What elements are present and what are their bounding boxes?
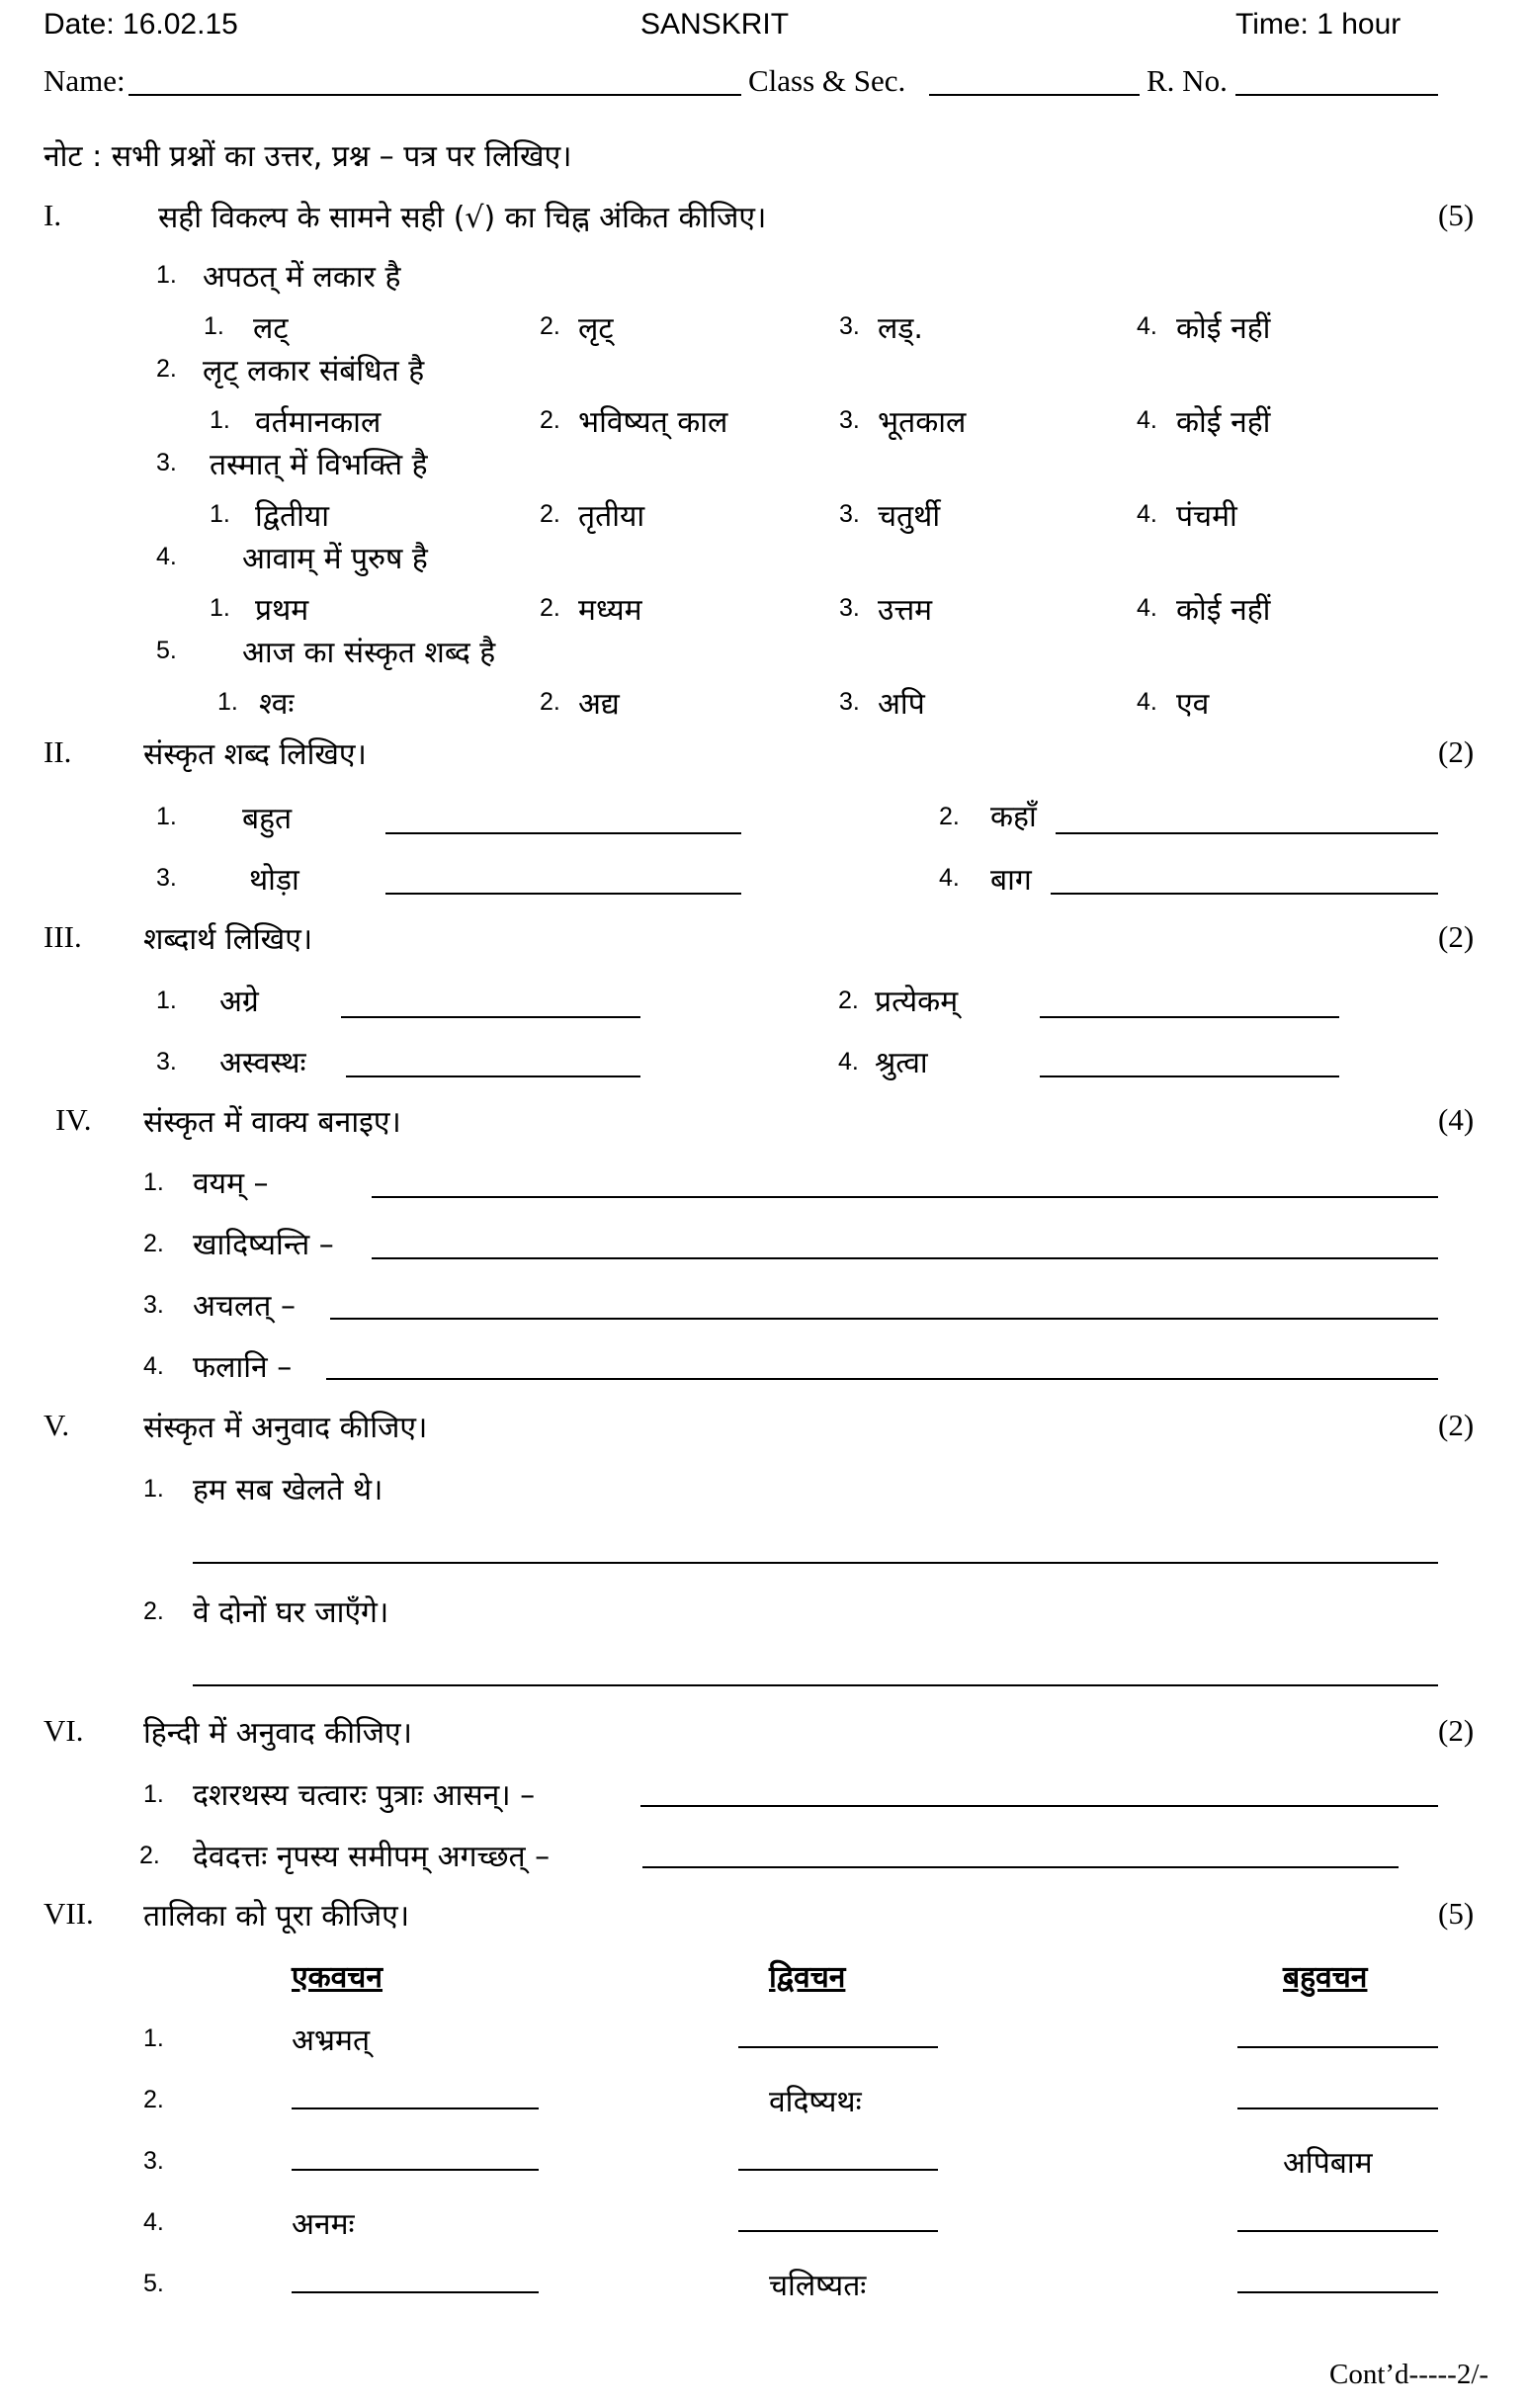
q6-item-sentence: देवदत्तः नृपस्य समीपम् अगच्छत् –: [193, 1840, 551, 1874]
table-answer-line[interactable]: [292, 2169, 539, 2171]
q1-option[interactable]: एव: [1176, 687, 1210, 722]
table-cell-word: अनमः: [292, 2207, 355, 2242]
q1-option-number: 1.: [217, 688, 238, 716]
answer-line[interactable]: [193, 1684, 1438, 1686]
q1-item-question: आज का संस्कृत शब्द है: [242, 636, 496, 670]
q1-option[interactable]: चतुर्थी: [878, 499, 941, 534]
note-text: नोट : सभी प्रश्नों का उत्तर, प्रश्न – पत्र पर लिखिए।: [43, 139, 572, 174]
q1-title: सही विकल्प के सामने सही (√) का चिह्न अंकित कीजिए।: [158, 201, 767, 235]
answer-line[interactable]: [385, 832, 741, 834]
q2-item-number: 1.: [156, 803, 177, 830]
q4-item-number: 2.: [143, 1230, 164, 1257]
q1-item-number: 3.: [156, 449, 177, 476]
q1-option[interactable]: द्वितीया: [255, 499, 330, 534]
q1-option[interactable]: मध्यम: [578, 593, 642, 628]
q6-item-number: 2.: [139, 1842, 160, 1869]
q1-option-number: 4.: [1137, 500, 1157, 528]
answer-line[interactable]: [326, 1378, 1438, 1380]
q1-option-number: 2.: [540, 594, 560, 622]
q5-title: संस्कृत में अनुवाद कीजिए।: [143, 1411, 428, 1445]
q1-option[interactable]: भविष्यत् काल: [578, 405, 728, 440]
answer-line[interactable]: [372, 1196, 1438, 1198]
table-row-number: 1.: [143, 2024, 164, 2052]
q1-option-number: 3.: [839, 594, 860, 622]
table-cell-word: वदिष्यथः: [769, 2085, 862, 2119]
name-field[interactable]: [128, 94, 741, 96]
q1-option-number: 3.: [839, 406, 860, 434]
q1-option[interactable]: कोई नहीं: [1176, 405, 1271, 440]
q3-item-number: 4.: [838, 1048, 859, 1075]
q1-option-number: 4.: [1137, 312, 1157, 340]
table-row-number: 3.: [143, 2147, 164, 2175]
q1-option-number: 4.: [1137, 406, 1157, 434]
q1-option[interactable]: प्रथम: [255, 593, 309, 628]
q1-option-number: 4.: [1137, 594, 1157, 622]
q1-marks: (5): [1438, 198, 1475, 232]
q3-item-word: अग्रे: [219, 985, 259, 1019]
q5-item-sentence: वे दोनों घर जाएँगे।: [193, 1595, 389, 1630]
q1-option-number: 3.: [839, 500, 860, 528]
table-cell-word: अभ्रमत्: [292, 2023, 371, 2058]
q1-item-number: 1.: [156, 261, 177, 289]
q1-option-number: 2.: [540, 688, 560, 716]
answer-line[interactable]: [1040, 1075, 1339, 1077]
q2-item-number: 3.: [156, 864, 177, 892]
subject-title: SANSKRIT: [640, 8, 790, 41]
q2-number: II.: [43, 734, 72, 769]
q4-item-word: फलानि –: [193, 1350, 293, 1385]
table-header-dual: द्विवचन: [769, 1960, 846, 1995]
q1-option-number: 2.: [540, 500, 560, 528]
q2-title: संस्कृत शब्द लिखिए।: [143, 737, 367, 772]
table-row-number: 5.: [143, 2270, 164, 2297]
q2-item-word: थोड़ा: [249, 863, 299, 898]
q1-option-number: 3.: [839, 688, 860, 716]
answer-line[interactable]: [341, 1016, 640, 1018]
q4-marks: (4): [1438, 1102, 1475, 1137]
q1-option[interactable]: लड्.: [878, 311, 923, 346]
q1-item-number: 2.: [156, 355, 177, 383]
q2-item-number: 4.: [939, 864, 960, 892]
q3-item-number: 1.: [156, 987, 177, 1014]
q1-option[interactable]: पंचमी: [1176, 499, 1237, 534]
q4-item-word: वयम् –: [193, 1166, 269, 1201]
q1-item-number: 5.: [156, 637, 177, 664]
name-label: Name:: [43, 63, 126, 98]
q1-option[interactable]: तृतीया: [578, 499, 645, 534]
q2-item-word: बाग: [990, 863, 1032, 898]
table-answer-line[interactable]: [292, 2107, 539, 2109]
q1-option-number: 1.: [210, 406, 230, 434]
time-label: Time: 1 hour: [1235, 8, 1402, 41]
q3-item-word: श्रुत्वा: [875, 1046, 928, 1080]
q1-option[interactable]: कोई नहीं: [1176, 311, 1271, 346]
q7-number: VII.: [43, 1896, 94, 1931]
q7-title: तालिका को पूरा कीजिए।: [143, 1899, 410, 1934]
q4-item-number: 4.: [143, 1352, 164, 1380]
q1-option[interactable]: लट्: [253, 311, 289, 346]
table-cell-word: अपिबाम: [1283, 2146, 1373, 2181]
table-row-number: 4.: [143, 2208, 164, 2236]
q4-item-number: 3.: [143, 1291, 164, 1319]
class-field[interactable]: [929, 94, 1140, 96]
answer-line[interactable]: [1040, 1016, 1339, 1018]
q6-item-number: 1.: [143, 1780, 164, 1808]
answer-line[interactable]: [1051, 893, 1438, 895]
q1-item-question: अपठत् में लकार है: [203, 260, 401, 295]
q1-option[interactable]: उत्तम: [878, 593, 933, 628]
q2-item-number: 2.: [939, 803, 960, 830]
q1-option[interactable]: अद्य: [578, 687, 620, 722]
q5-marks: (2): [1438, 1408, 1475, 1442]
answer-line[interactable]: [642, 1866, 1399, 1868]
answer-line[interactable]: [385, 893, 741, 895]
q4-item-word: खादिष्यन्ति –: [193, 1228, 334, 1262]
roll-label: R. No.: [1147, 63, 1228, 98]
q1-option[interactable]: लृट्: [578, 311, 614, 346]
q1-option[interactable]: कोई नहीं: [1176, 593, 1271, 628]
q4-item-number: 1.: [143, 1168, 164, 1196]
table-answer-line[interactable]: [1237, 2291, 1438, 2293]
table-answer-line[interactable]: [1237, 2230, 1438, 2232]
table-header-plural: बहुवचन: [1283, 1960, 1368, 1995]
q1-option-number: 1.: [210, 500, 230, 528]
q1-option[interactable]: अपि: [878, 687, 925, 722]
answer-line[interactable]: [372, 1257, 1438, 1259]
q1-item-question: आवाम् में पुरुष है: [242, 542, 428, 576]
q6-marks: (2): [1438, 1713, 1475, 1748]
q1-option-number: 2.: [540, 312, 560, 340]
q7-marks: (5): [1438, 1896, 1475, 1931]
q6-item-sentence: दशरथस्य चत्वारः पुत्राः आसन्। –: [193, 1778, 536, 1813]
q6-title: हिन्दी में अनुवाद कीजिए।: [143, 1716, 412, 1751]
q1-option[interactable]: भूतकाल: [878, 405, 967, 440]
answer-line[interactable]: [1056, 832, 1438, 834]
table-answer-line[interactable]: [1237, 2046, 1438, 2048]
q3-title: शब्दार्थ लिखिए।: [143, 922, 313, 957]
table-answer-line[interactable]: [292, 2291, 539, 2293]
q5-item-number: 2.: [143, 1597, 164, 1625]
q4-title: संस्कृत में वाक्य बनाइए।: [143, 1105, 401, 1140]
answer-line[interactable]: [330, 1318, 1438, 1320]
q1-item-number: 4.: [156, 543, 177, 570]
q6-number: VI.: [43, 1713, 84, 1748]
q1-option[interactable]: श्वः: [259, 687, 295, 722]
table-answer-line[interactable]: [738, 2046, 938, 2048]
q1-item-question: तस्मात् में विभक्ति है: [210, 448, 428, 482]
q5-item-number: 1.: [143, 1475, 164, 1503]
q3-item-word: अस्वस्थः: [219, 1046, 306, 1080]
q3-item-number: 3.: [156, 1048, 177, 1075]
q2-marks: (2): [1438, 734, 1475, 769]
q3-marks: (2): [1438, 919, 1475, 954]
q4-number: IV.: [55, 1102, 92, 1137]
q4-item-word: अचलत् –: [193, 1289, 296, 1324]
table-answer-line[interactable]: [1237, 2107, 1438, 2109]
q2-item-word: बहुत: [242, 802, 293, 836]
answer-line[interactable]: [346, 1075, 640, 1077]
class-label: Class & Sec.: [748, 63, 906, 98]
q2-item-word: कहाँ: [990, 800, 1037, 834]
q1-item-question: लृट् लकार संबंधित है: [203, 354, 425, 388]
q1-option-number: 4.: [1137, 688, 1157, 716]
q3-item-number: 2.: [838, 987, 859, 1014]
q1-number: I.: [43, 198, 62, 232]
q3-number: III.: [43, 919, 82, 954]
roll-field[interactable]: [1235, 94, 1438, 96]
q1-option-number: 3.: [839, 312, 860, 340]
q5-item-sentence: हम सब खेलते थे।: [193, 1473, 383, 1507]
answer-line[interactable]: [193, 1562, 1438, 1564]
table-header-singular: एकवचन: [292, 1960, 383, 1995]
table-cell-word: चलिष्यतः: [769, 2269, 867, 2303]
q5-number: V.: [43, 1408, 70, 1442]
continued-note: Cont’d-----2/-: [1329, 2359, 1489, 2390]
q3-item-word: प्रत्येकम्: [875, 985, 959, 1019]
q1-option-number: 1.: [204, 312, 224, 340]
q1-option-number: 2.: [540, 406, 560, 434]
q1-option-number: 1.: [210, 594, 230, 622]
table-answer-line[interactable]: [738, 2169, 938, 2171]
date-label: Date: 16.02.15: [43, 8, 238, 41]
table-row-number: 2.: [143, 2086, 164, 2113]
answer-line[interactable]: [640, 1805, 1438, 1807]
table-answer-line[interactable]: [738, 2230, 938, 2232]
q1-option[interactable]: वर्तमानकाल: [255, 405, 382, 440]
